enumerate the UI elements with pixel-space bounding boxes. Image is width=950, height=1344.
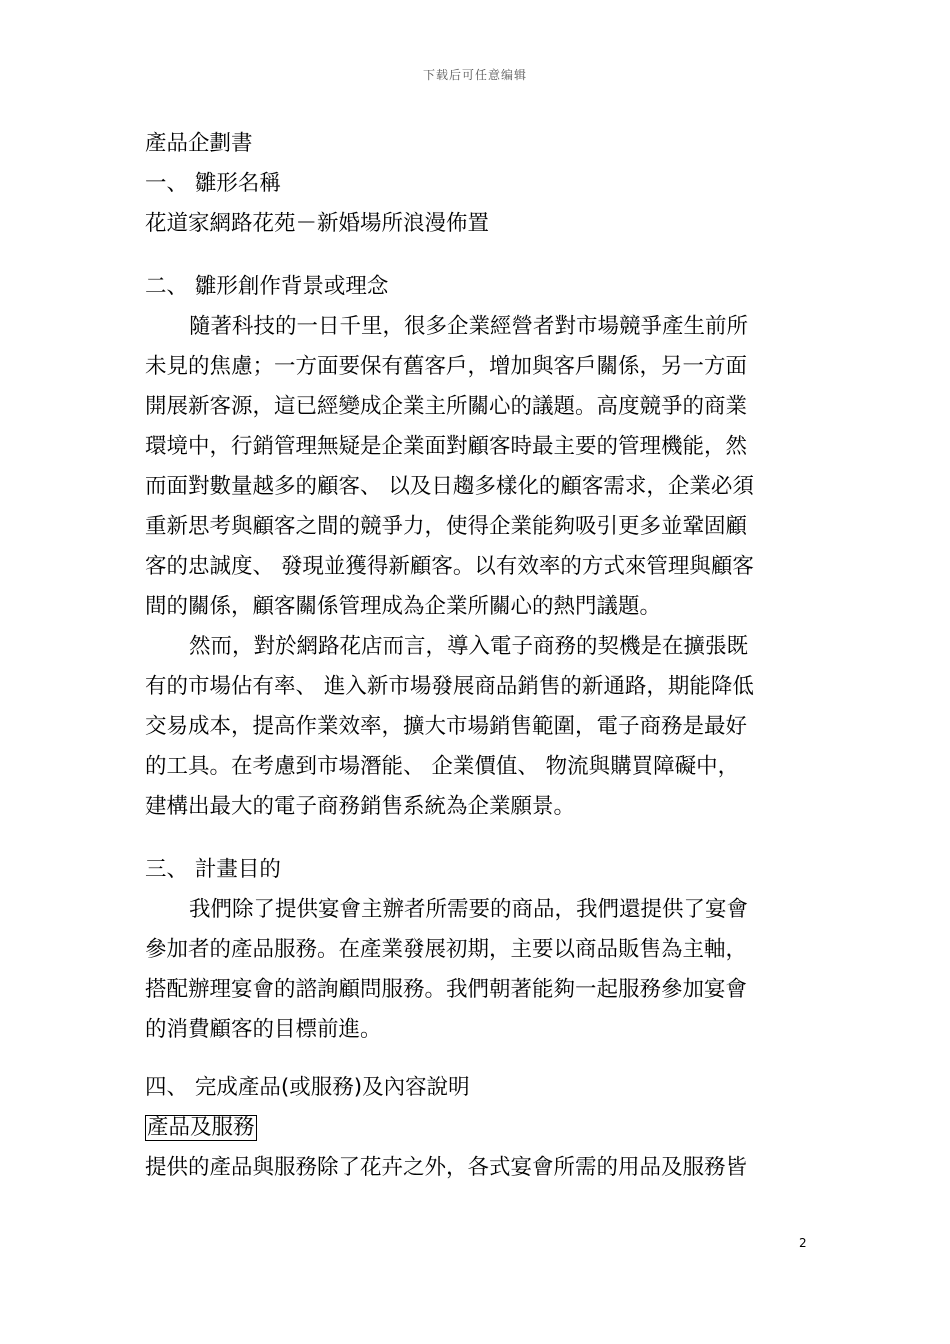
- paragraph-line: 提供的產品與服務除了花卉之外，各式宴會所需的用品及服務皆: [145, 1155, 748, 1180]
- paragraph-line: 環境中，行銷管理無疑是企業面對顧客時最主要的管理機能，然: [145, 434, 748, 459]
- paragraph-gap: [145, 1050, 815, 1068]
- section-heading-2: 二、 雛形創作背景或理念: [145, 274, 389, 299]
- paragraph-line: 交易成本，提高作業效率，擴大市場銷售範圍，電子商務是最好: [145, 714, 748, 739]
- section-heading-1: 一、 雛形名稱: [145, 171, 281, 196]
- section-heading-3: 三、 計畫目的: [145, 857, 281, 882]
- section-1-body: 花道家網路花苑－新婚場所浪漫佈置: [145, 211, 490, 236]
- paragraph-gap: [145, 244, 815, 267]
- boxed-subheading: 產品及服務: [147, 1115, 255, 1140]
- page-number: 2: [799, 1236, 807, 1250]
- paragraph-line: 然而，對於網路花店而言，導入電子商務的契機是在擴張既: [189, 634, 749, 659]
- paragraph-line: 而面對數量越多的顧客、 以及日趨多樣化的顧客需求，企業必須: [145, 474, 754, 499]
- paragraph-line: 隨著科技的一日千里，很多企業經營者對市場競爭產生前所: [189, 314, 749, 339]
- paragraph-line: 搭配辦理宴會的諮詢顧問服務。我們朝著能夠一起服務參加宴會: [145, 977, 748, 1002]
- document-body: [145, 124, 815, 1188]
- section-heading-4: 四、 完成產品(或服務)及內容說明: [145, 1075, 470, 1100]
- paragraph-line: 的工具。在考慮到市場潛能、 企業價值、 物流與購買障礙中，: [145, 754, 740, 779]
- document-title: 產品企劃書: [145, 131, 253, 156]
- paragraph-line: 重新思考與顧客之間的競爭力，使得企業能夠吸引更多並鞏固顧: [145, 514, 748, 539]
- subheading-row: [145, 1108, 815, 1148]
- paragraph-line: 開展新客源，這已經變成企業主所關心的議題。高度競爭的商業: [145, 394, 748, 419]
- paragraph-line: 客的忠誠度、 發現並獲得新顧客。以有效率的方式來管理與顧客: [145, 554, 754, 579]
- paragraph-line: 我們除了提供宴會主辦者所需要的商品，我們還提供了宴會: [189, 897, 749, 922]
- paragraph-line: 有的市場佔有率、 進入新市場發展商品銷售的新通路，期能降低: [145, 674, 754, 699]
- paragraph-line: 參加者的產品服務。在產業發展初期，主要以商品販售為主軸，: [145, 937, 748, 962]
- paragraph-line: 未見的焦慮；一方面要保有舊客戶，增加與客戶關係，另一方面: [145, 354, 748, 379]
- page-header: 下载后可任意编辑: [422, 68, 527, 82]
- paragraph-gap: [145, 827, 815, 850]
- paragraph-line: 間的關係，顧客關係管理成為企業所關心的熱門議題。: [145, 594, 662, 619]
- paragraph-line: 的消費顧客的目標前進。: [145, 1017, 382, 1042]
- paragraph-line: 建構出最大的電子商務銷售系統為企業願景。: [145, 794, 576, 819]
